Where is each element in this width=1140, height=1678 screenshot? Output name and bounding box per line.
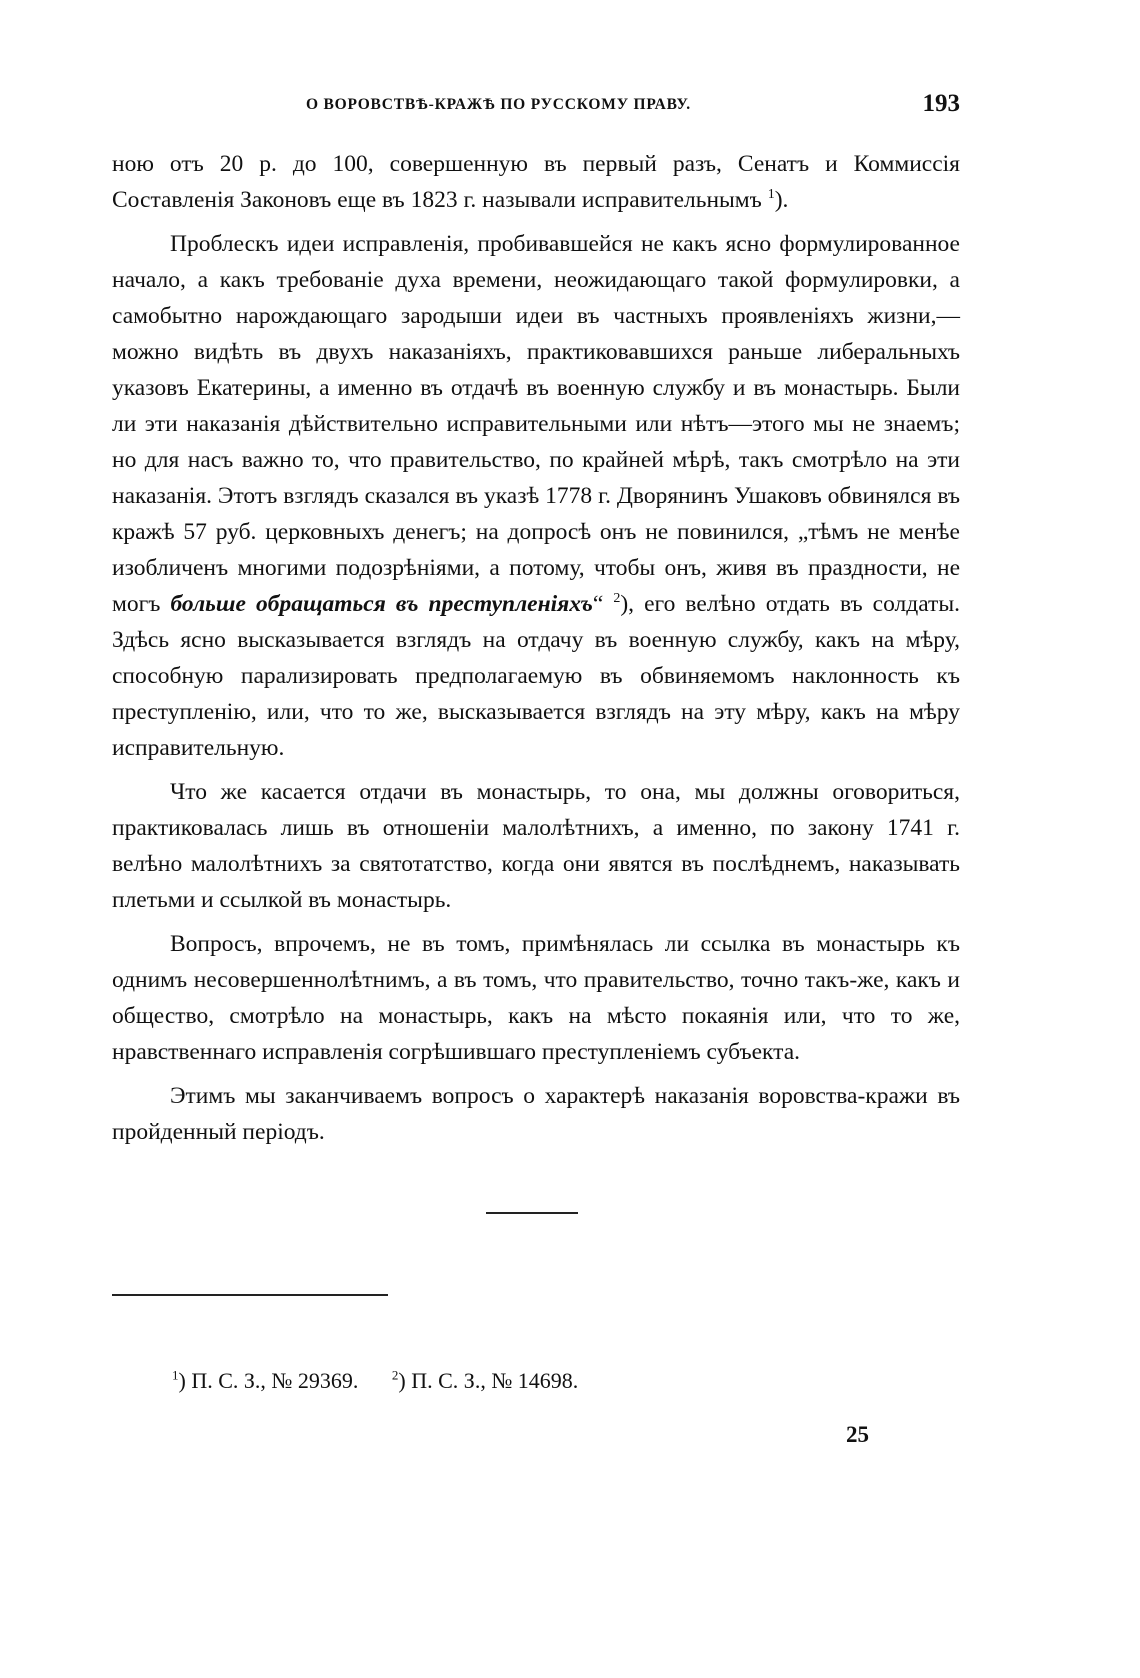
footnotes [172, 1368, 872, 1394]
paragraph-1: ною отъ 20 р. до 100, совершенную въ первый разъ, Сенатъ и Коммиссія Составленія Законовъ еще въ 1823 г. называли исправительнымъ $^1$). [112, 151, 960, 213]
footnote-ref: 2 [613, 591, 621, 607]
paragraph-2: Проблескъ идеи исправленія, пробивавшейся не какъ ясно формулированное начало, а какъ требованіе духа времени, неожидающаго такой формулировки, а самобытно нарождающаго зародыши идеи въ частныхъ проявленіяхъ жизни,—можно видѣть въ двухъ наказаніяхъ, практиковавшихся раньше либеральныхъ указовъ Екатерины, а именно въ отдачѣ въ военную службу и въ монастырь. Были ли эти наказанія дѣйствительно исправительными или нѣтъ—этого мы не знаемъ; но для насъ важно то, что правительство, по крайней мѣрѣ, такъ смотрѣло на эти наказанія. Этотъ взглядъ сказался въ указѣ 1778 г. Дворянинъ Ушаковъ обвинялся въ кражѣ 57 руб. церковныхъ денегъ; на допросѣ онъ не повинился, „тѣмъ не менѣе изобличенъ многими подозрѣніями, а потому, чтобы онъ, живя въ праздности, не могъ больше обращаться въ преступленіяхъ“ $^2$), его велѣно отдать въ солдаты. Здѣсь ясно высказывается взглядъ на отдачу въ военную службу, какъ на мѣру, способную парализировать предполагаемую въ обвиняемомъ наклонность къ преступленію, или, что то же, высказывается взглядъ на эту мѣру, какъ на мѣру исправительную. [112, 231, 960, 761]
paragraph-4: Вопросъ, впрочемъ, не въ томъ, примѣнялась ли ссылка въ монастырь къ однимъ несовершеннолѣтнимъ, а въ томъ, что правительство, точно такъ-же, какъ и общество, смотрѣло на монастырь, какъ на мѣсто покаянія или, что то же, нравственнаго исправленія согрѣшившаго преступленіемъ субъекта. [112, 931, 960, 1065]
emphasized-quote: больше обращаться въ преступленіяхъ [170, 591, 593, 617]
paragraph-3: Что же касается отдачи въ монастырь, то она, мы должны оговориться, практиковалась лишь въ отношеніи малолѣтнихъ, а именно, по закону 1741 г. велѣно малолѣтнихъ за святотатство, когда они явятся въ послѣднемъ, наказывать плетьми и ссылкой въ монастырь. [112, 779, 960, 913]
footnote-2: $^2$) П. С. З., № 14698. [391, 1368, 579, 1394]
body-text [112, 146, 960, 1158]
footnote-divider [112, 1294, 388, 1296]
page-header [112, 92, 960, 120]
footnote-ref: 1 [767, 187, 775, 203]
running-head: О ВОРОВСТВѢ-КРАЖѢ ПО РУССКОМУ ПРАВУ. [306, 96, 691, 113]
page-number: 193 [922, 90, 960, 117]
paragraph-5: Этимъ мы заканчиваемъ вопросъ о характерѣ наказанія воровства-кражи въ пройденный періодъ. [112, 1083, 960, 1145]
footnote-1: $^1$) П. С. З., № 29369. [172, 1368, 359, 1394]
signature-mark: 25 [846, 1422, 869, 1447]
section-divider [486, 1212, 578, 1214]
